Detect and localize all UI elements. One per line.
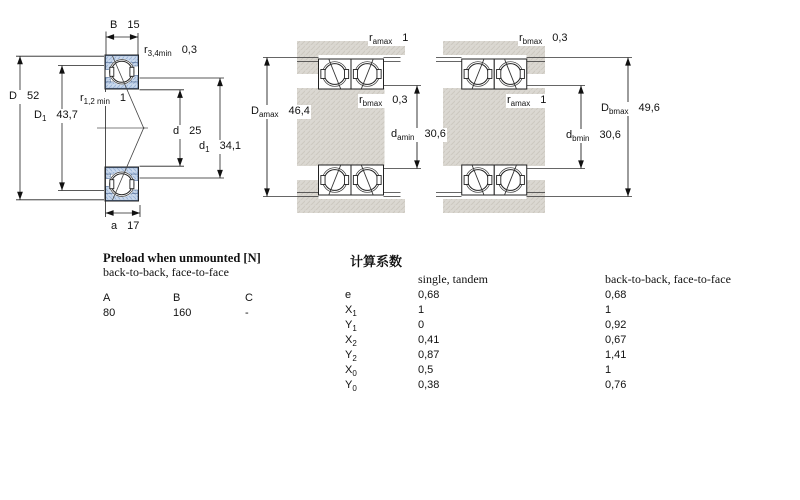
preload-val-B: 160 bbox=[173, 307, 192, 319]
factor-row-Y2: $Y_2$ 0,87 1,41 bbox=[345, 349, 627, 364]
preload-col-B: B bbox=[173, 292, 181, 304]
dim-label-r34: $r_{3,4min}$ 0,3 bbox=[144, 44, 197, 59]
dim-label-Damax: $D_{amax}$ 46,4 bbox=[251, 105, 310, 120]
preload-val-A: 80 bbox=[103, 307, 116, 319]
factors-table-title: 计算系数 bbox=[350, 254, 403, 269]
dim-label-ramax-mid: $r_{amax}$ 1 bbox=[369, 32, 409, 47]
figure-right-paired-mounting-b bbox=[436, 41, 632, 213]
factors-col-btb: back-to-back, face-to-face bbox=[605, 272, 731, 286]
factor-row-Y0: $Y_0$ 0,38 0,76 bbox=[345, 379, 627, 394]
factors-col-single: single, tandem bbox=[418, 272, 488, 286]
dim-label-dbmin: $d_{bmin}$ 30,6 bbox=[566, 129, 621, 144]
dim-label-D: D 52 bbox=[8, 90, 40, 104]
factor-row-X2: $X_2$ 0,41 0,67 bbox=[345, 334, 627, 349]
preload-col-C: C bbox=[245, 292, 253, 304]
figure-middle-paired-mounting-a bbox=[263, 41, 421, 213]
preload-val-C: - bbox=[245, 307, 249, 319]
factor-row-X0: $X_0$ 0,5 1 bbox=[345, 364, 612, 379]
preload-table-title: Preload when unmounted [N] bbox=[103, 251, 261, 265]
dim-label-d1: $d_1$ 34,1 bbox=[199, 140, 241, 155]
dim-label-D1: $D_1$ 43,7 bbox=[34, 109, 78, 124]
dim-Dbmax-dbmin bbox=[581, 58, 628, 197]
dim-label-ramax-right: $r_{amax}$ 1 bbox=[507, 94, 547, 109]
factor-row-X1: $X_1$ 1 1 bbox=[345, 304, 612, 319]
dim-label-damin: $d_{amin}$ 30,6 bbox=[391, 128, 446, 143]
preload-col-A: A bbox=[103, 292, 111, 304]
housing-bottom bbox=[297, 199, 405, 213]
dim-label-rbmax-right: $r_{bmax}$ 0,3 bbox=[519, 32, 568, 47]
dim-label-rbmax-mid: $r_{bmax}$ 0,3 bbox=[359, 94, 408, 109]
dim-D bbox=[16, 56, 104, 200]
dim-label-Dbmax: $D_{bmax}$ 49,6 bbox=[601, 102, 660, 117]
housing-bottom bbox=[443, 199, 545, 213]
dim-label-B: B 15 bbox=[109, 19, 141, 33]
dim-label-a: a 17 bbox=[110, 220, 140, 234]
preload-table-subtitle: back-to-back, face-to-face bbox=[103, 265, 229, 279]
dim-label-d: d 25 bbox=[172, 125, 202, 139]
dim-B bbox=[106, 32, 138, 55]
dim-label-r12: $r_{1,2 min}$ 1 bbox=[80, 92, 127, 107]
factor-row-e: e 0,68 0,68 bbox=[345, 289, 627, 301]
factor-row-Y1: $Y_1$ 0 0,92 bbox=[345, 319, 627, 334]
